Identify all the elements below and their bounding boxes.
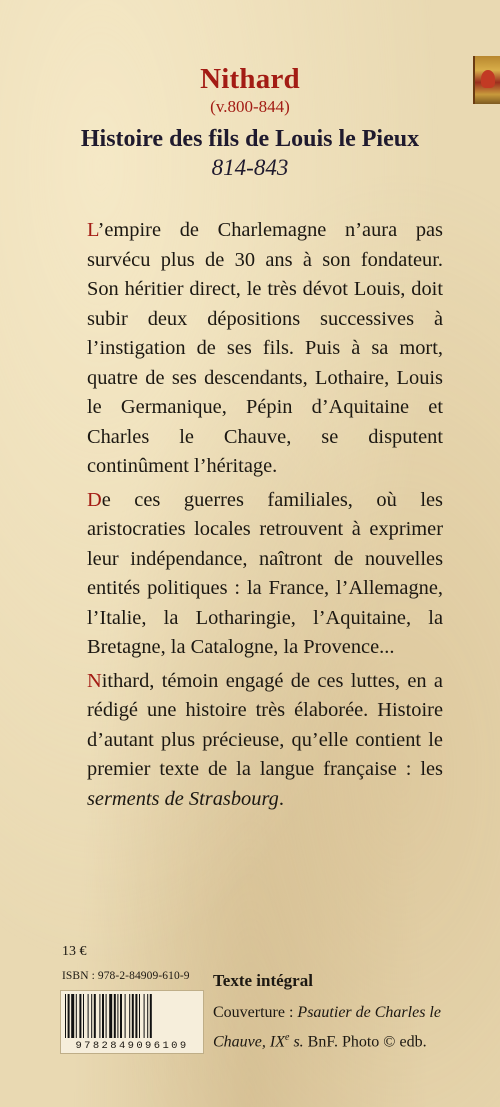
isbn: ISBN : 978-2-84909-610-9 — [62, 970, 190, 982]
credit-suffix: BnF. Photo © edb. — [303, 1033, 427, 1051]
author-dates: (v.800-844) — [210, 97, 290, 116]
paragraph-end: . — [278, 787, 284, 810]
paragraph-3 — [87, 667, 443, 815]
credit-century: s. — [289, 1033, 304, 1051]
barcode-bars — [65, 994, 199, 1040]
paragraph-text: ithard, témoin engagé de ces luttes, en a rédigé une histoire très élaborée. Histoire d’autant plus précieuse, qu’elle contient le premier texte de la langue française : les — [87, 669, 443, 780]
texte-integral-label: Texte intégral — [213, 971, 313, 990]
book-period: 814-843 — [211, 155, 289, 180]
price: 13 € — [62, 944, 87, 959]
initial-letter: N — [87, 669, 102, 692]
cover-credits — [213, 1000, 473, 1054]
header — [0, 62, 500, 182]
barcode — [60, 990, 204, 1054]
paragraph-2 — [87, 486, 443, 663]
barcode-digits: 9782849096109 — [75, 1040, 189, 1052]
credit-prefix: Couverture : — [213, 1004, 298, 1021]
credit-title: Psautier de Charles le Chauve, IX — [213, 1004, 441, 1051]
paragraph-1 — [87, 216, 443, 482]
author-name: Nithard — [200, 63, 300, 95]
paragraph-text: e ces guerres familiales, où les aristocraties locales retrouvent à exprimer leur indépendance, naîtront de nouvelles entités politiques : la France, l’Allemagne, l’Italie, la Lotharingie, l’Aquitaine, la Bretagne, la Catalogne, la Provence... — [87, 488, 443, 658]
initial-letter: D — [87, 488, 102, 511]
paragraph-text: ’empire de Charlemagne n’aura pas survécu plus de 30 ans à son fondateur. Son héritier direct, le très dévot Louis, doit subir deux dépositions successives à l’instigation de ses fils. Puis à sa mort, quatre de ses descendants, Lothaire, Louis le Germanique, Pépin d’Aquitaine et Charles le Chauve, se disputent continûment l’héritage. — [87, 219, 443, 477]
blurb — [87, 216, 443, 818]
credit-sup: e — [284, 1032, 290, 1043]
paragraph-italic: serments de Strasbourg — [87, 787, 279, 810]
book-title: Histoire des fils de Louis le Pieux — [80, 126, 420, 152]
initial-letter: L — [87, 219, 98, 241]
